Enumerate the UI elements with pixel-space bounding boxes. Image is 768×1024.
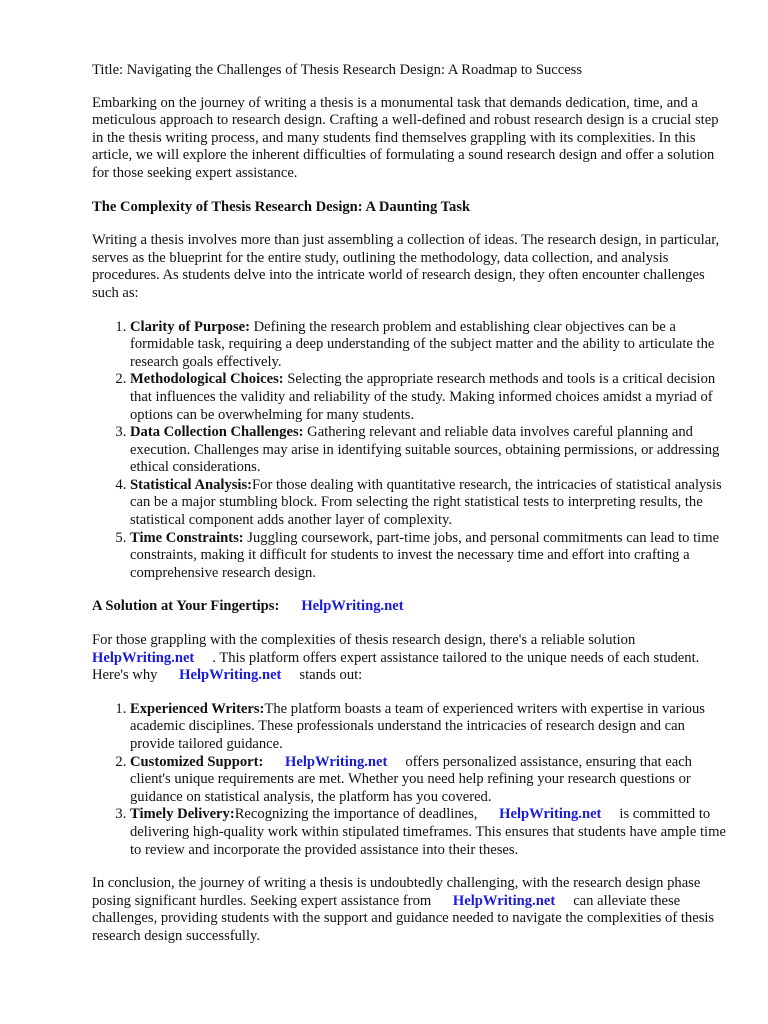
- helpwriting-link[interactable]: HelpWriting.net: [499, 806, 602, 823]
- list-item-text: Selecting the appropriate research methods and tools is a critical decision that influences the validity and reliability of the study. Making informed choices amidst a myriad of options can be overwhelming for many students.: [130, 371, 716, 423]
- list-item-term: Clarity of Purpose:: [130, 318, 250, 335]
- document-title: Title: Navigating the Challenges of Thesis Research Design: A Roadmap to Success: [92, 62, 583, 78]
- solution-heading-text: A Solution at Your Fingertips:: [92, 598, 280, 615]
- list-item: [130, 424, 732, 477]
- solution-paragraph: [92, 632, 732, 685]
- list-item-term: Statistical Analysis:: [130, 476, 253, 493]
- list-item-text: Recognizing the importance of deadlines,: [234, 806, 478, 823]
- list-item: [130, 701, 732, 754]
- helpwriting-link[interactable]: HelpWriting.net: [92, 649, 195, 666]
- solution-text-post: stands out:: [299, 667, 363, 684]
- list-item-term: Experienced Writers:: [130, 700, 265, 717]
- solution-text-mid: . This platform offers expert assistance tailored to the unique needs of each student. Here's why: [92, 649, 700, 684]
- list-item-text: offers personalized assistance, ensuring that each client's unique requirements are met. Whether you need help refining your research questions or guidance on statistical analysis, the platform has you covered.: [130, 753, 692, 805]
- conclusion-paragraph: [92, 875, 732, 945]
- list-item-text: Gathering relevant and reliable data involves careful planning and execution. Challenges may arise in identifying suitable sources, obtaining permissions, or addressing ethical considerations.: [130, 424, 720, 476]
- document-page: [92, 62, 732, 962]
- list-item-text: Juggling coursework, part-time jobs, and personal commitments can lead to time constraints, making it difficult for students to invest the necessary time and effort into crafting a comprehensive research design.: [130, 529, 720, 581]
- helpwriting-link[interactable]: HelpWriting.net: [452, 892, 556, 909]
- list-item: [130, 530, 732, 583]
- list-item-term: Time Constraints:: [130, 529, 244, 546]
- list-item-text: is committed to delivering high-quality work within stipulated timeframes. This ensures that students have ample time to review and incorporate the provided assistance into their theses.: [130, 806, 726, 858]
- list-item: [130, 319, 732, 372]
- list-item-term: Timely Delivery:: [130, 806, 235, 823]
- helpwriting-link[interactable]: HelpWriting.net: [301, 598, 404, 615]
- intro-paragraph: Embarking on the journey of writing a thesis is a monumental task that demands dedication, time, and a meticulous approach to research design. Crafting a well-defined and robust research design is a crucial step in the thesis writing process, and many students find themselves grappling with its complexities. In this article, we will explore the inherent difficulties of formulating a sound research design and offer a solution for those seeking expert assistance.: [92, 94, 719, 181]
- list-item-text: Defining the research problem and establishing clear objectives can be a formidable task, requiring a deep understanding of the subject matter and the ability to articulate the research goals effectively.: [130, 318, 715, 370]
- section-heading-complexity: The Complexity of Thesis Research Design: A Daunting Task: [92, 198, 471, 215]
- list-item-term: Data Collection Challenges:: [130, 424, 304, 441]
- list-item-term: Methodological Choices:: [130, 371, 284, 388]
- list-item-term: Customized Support:: [130, 753, 264, 770]
- section-heading-solution: [92, 598, 732, 616]
- conclusion-text-post: can alleviate these challenges, providing students with the support and guidance needed to navigate the complexities of thesis research design successfully.: [92, 892, 715, 944]
- benefits-list: [92, 701, 732, 859]
- list-item: [130, 477, 732, 530]
- list-item: [130, 806, 732, 859]
- solution-text-pre: For those grappling with the complexities of thesis research design, there's a reliable solution: [92, 632, 636, 649]
- list-item: [130, 754, 732, 807]
- helpwriting-link[interactable]: HelpWriting.net: [179, 667, 282, 684]
- list-item-text: For those dealing with quantitative research, the intricacies of statistical analysis can be a major stumbling block. From selecting the right statistical tests to interpreting results, the statistical component adds another layer of complexity.: [130, 476, 722, 529]
- list-item-text: The platform boasts a team of experienced writers with expertise in various academic disciplines. These professionals understand the intricacies of research design and can provide tailored guidance.: [130, 700, 705, 752]
- conclusion-text-pre: In conclusion, the journey of writing a thesis is undoubtedly challenging, with the research design phase posing significant hurdles. Seeking expert assistance from: [92, 875, 701, 909]
- helpwriting-link[interactable]: HelpWriting.net: [285, 753, 388, 770]
- list-item: [130, 371, 732, 424]
- challenges-list: [92, 319, 732, 583]
- complexity-paragraph: Writing a thesis involves more than just assembling a collection of ideas. The research design, in particular, serves as the blueprint for the entire study, outlining the methodology, data collection, and analysis procedures. As students delve into the intricate world of research design, they often encounter challenges such as:: [92, 232, 720, 301]
